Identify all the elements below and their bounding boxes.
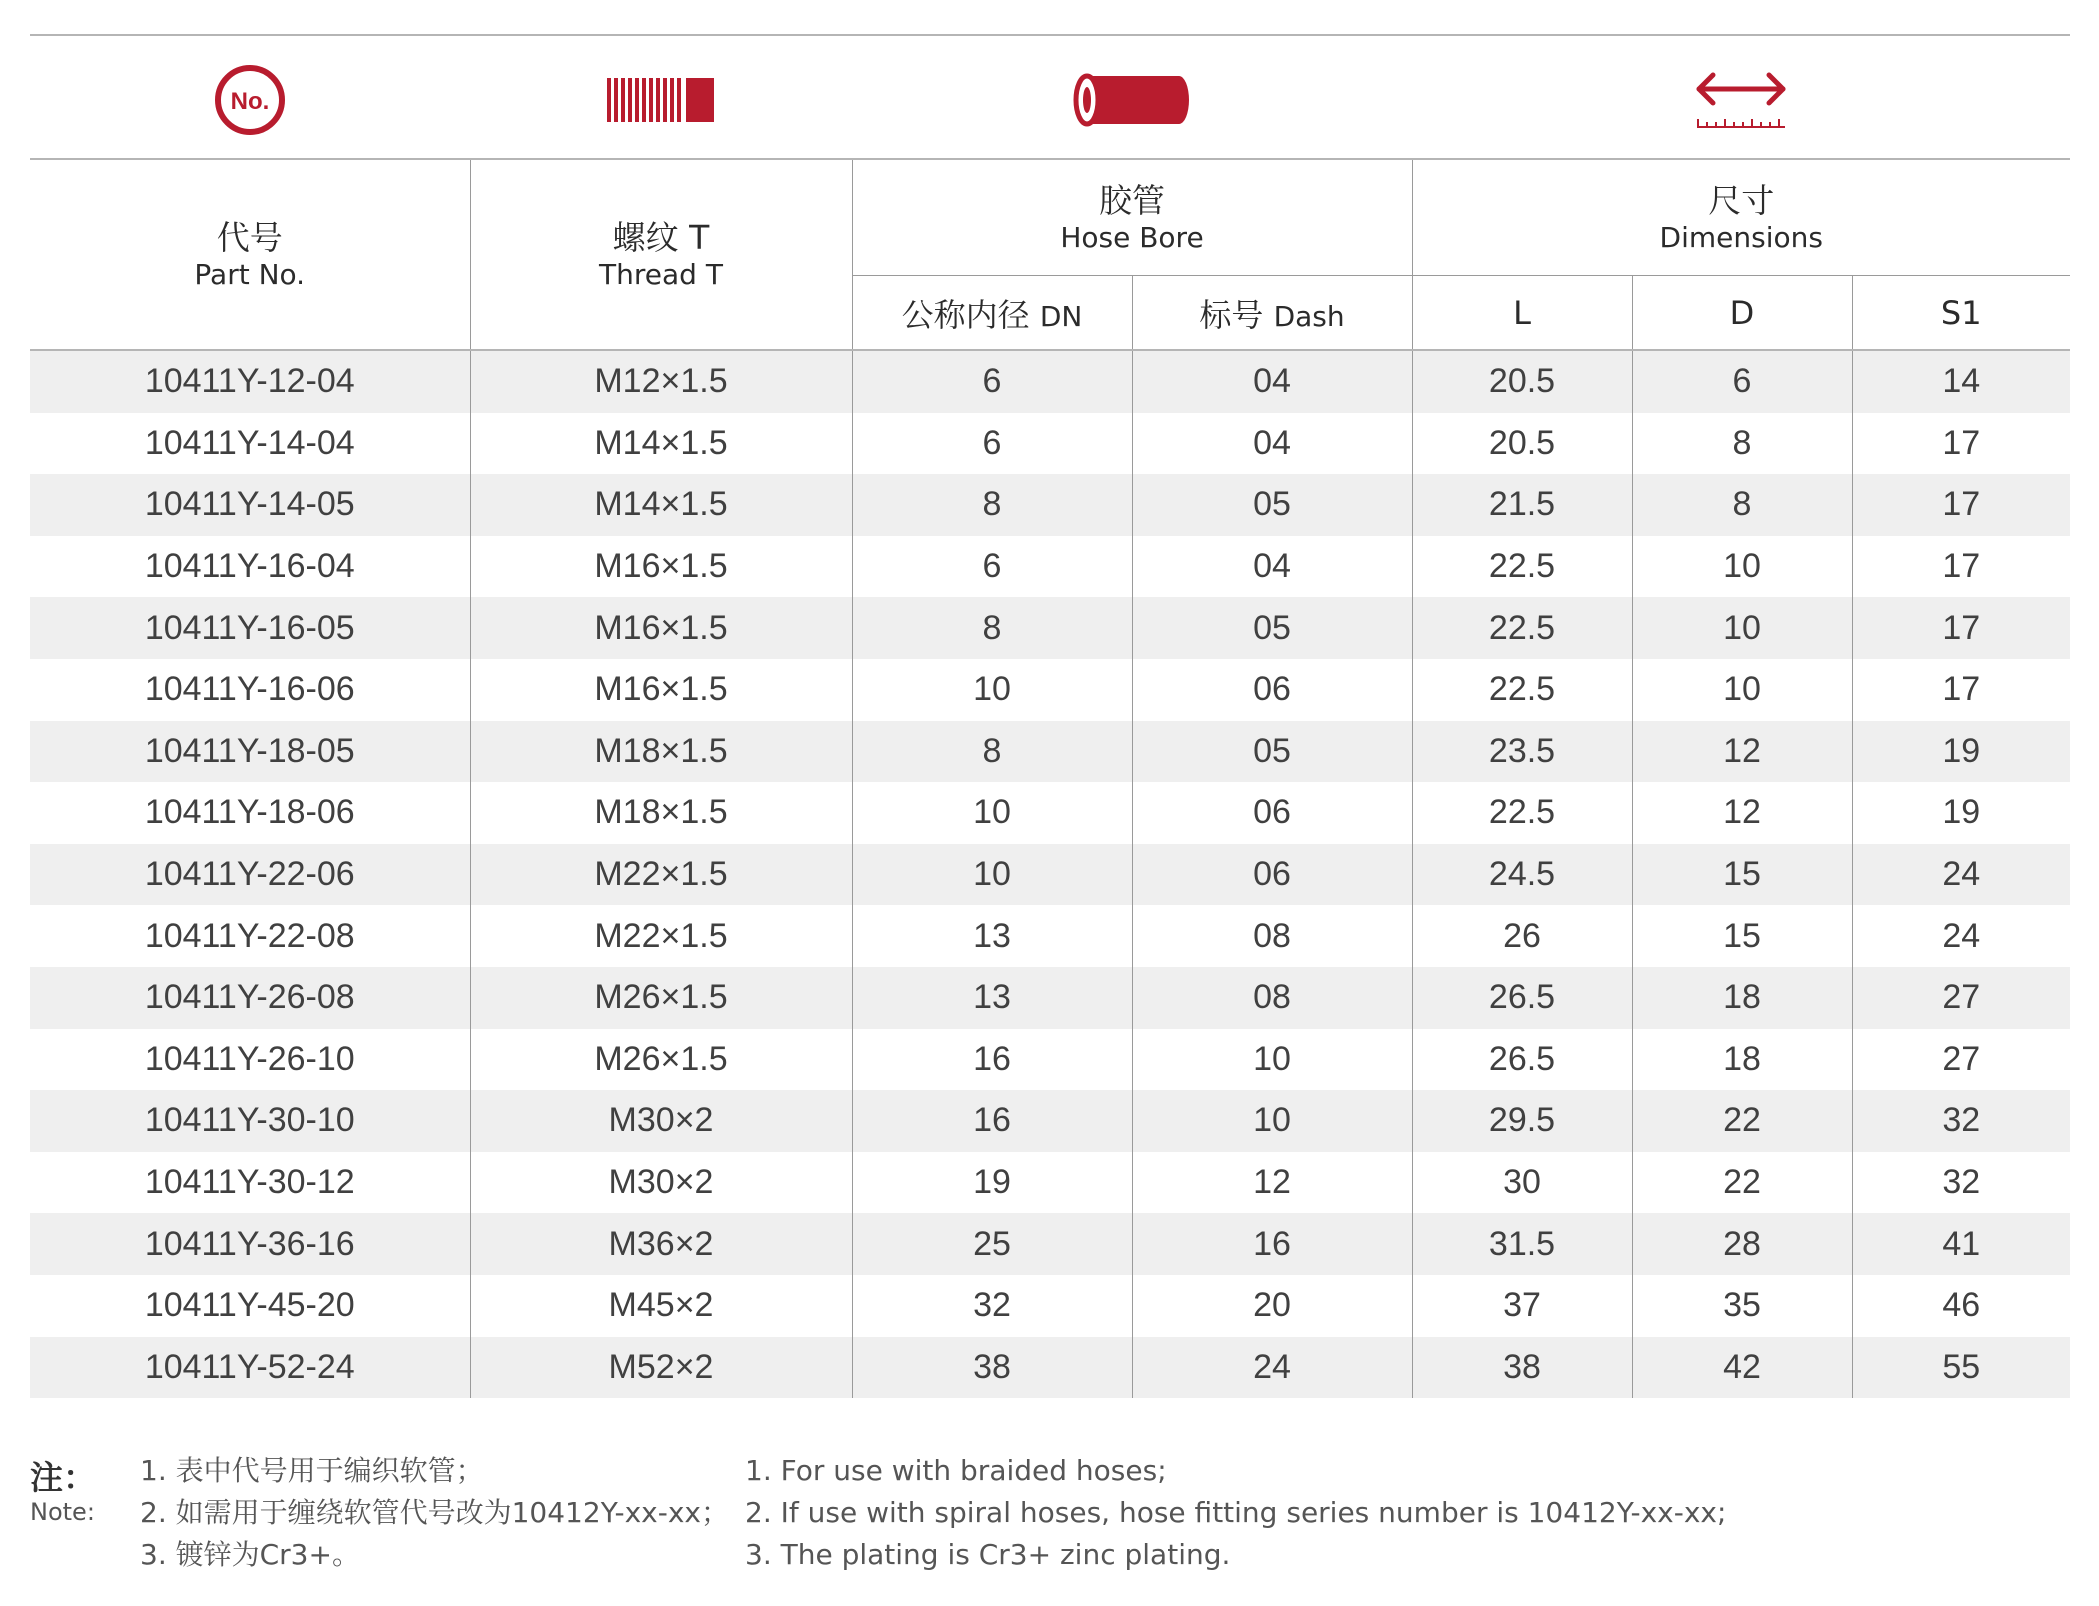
top-rule xyxy=(30,34,2070,36)
cell-S1: 17 xyxy=(1852,413,2070,475)
cell-S1: 24 xyxy=(1852,905,2070,967)
cell-S1: 41 xyxy=(1852,1213,2070,1275)
cell-dash: 16 xyxy=(1132,1213,1412,1275)
cell-dn: 13 xyxy=(852,905,1132,967)
cell-L: 21.5 xyxy=(1412,474,1632,536)
cell-dn: 38 xyxy=(852,1337,1132,1399)
cell-D: 12 xyxy=(1632,721,1852,783)
cell-dash: 10 xyxy=(1132,1029,1412,1091)
note-zh-3: 3. 镀锌为Cr3+。 xyxy=(140,1538,360,1571)
table-row xyxy=(30,721,2070,783)
cell-L: 38 xyxy=(1412,1337,1632,1399)
table-row xyxy=(30,659,2070,721)
table-row xyxy=(30,1090,2070,1152)
cell-L: 31.5 xyxy=(1412,1213,1632,1275)
cell-thread: M30×2 xyxy=(470,1152,852,1214)
table-row xyxy=(30,474,2070,536)
cell-part-no: 10411Y-18-05 xyxy=(30,721,470,783)
note-en-1: 1. For use with braided hoses; xyxy=(745,1454,1167,1487)
table-row xyxy=(30,1213,2070,1275)
cell-D: 42 xyxy=(1632,1337,1852,1399)
cell-D: 15 xyxy=(1632,905,1852,967)
no-icon-text: No. xyxy=(230,88,270,115)
spec-table xyxy=(30,158,2070,1398)
cell-part-no: 10411Y-30-12 xyxy=(144,1163,355,1202)
cell-D: 35 xyxy=(1632,1275,1852,1337)
cell-D: 22 xyxy=(1632,1090,1852,1152)
cell-D: 15 xyxy=(1632,844,1852,906)
cell-L: 30 xyxy=(1412,1152,1632,1214)
cell-dash: 08 xyxy=(1132,967,1412,1029)
cell-part-no: 10411Y-14-04 xyxy=(144,423,355,462)
cell-S1: 17 xyxy=(1852,474,2070,536)
cell-S1: 17 xyxy=(1852,659,2070,721)
cell-dn: 16 xyxy=(852,1029,1132,1091)
cell-dash: 24 xyxy=(1132,1337,1412,1399)
cell-dn: 6 xyxy=(852,413,1132,475)
number-badge-icon xyxy=(213,63,287,137)
header-part-no xyxy=(30,159,470,350)
cell-L: 22.5 xyxy=(1412,536,1632,598)
cell-thread: M26×1.5 xyxy=(470,1029,852,1091)
cell-S1: 32 xyxy=(1852,1090,2070,1152)
cell-thread: M22×1.5 xyxy=(470,844,852,906)
cell-dn: 10 xyxy=(852,844,1132,906)
cell-dn: 10 xyxy=(852,659,1132,721)
cell-S1: 55 xyxy=(1852,1337,2070,1399)
cell-D: 6 xyxy=(1632,350,1852,413)
cell-thread: M18×1.5 xyxy=(470,782,852,844)
header-dn-en: DN xyxy=(1039,299,1083,333)
note-zh-2: 2. 如需用于缠绕软管代号改为10412Y-xx-xx； xyxy=(140,1496,729,1529)
cell-L: 24.5 xyxy=(1412,844,1632,906)
cell-D: 8 xyxy=(1632,474,1852,536)
header-part-no-en: Part No. xyxy=(194,257,306,291)
cell-thread: M12×1.5 xyxy=(470,350,852,413)
cell-dn: 13 xyxy=(852,967,1132,1029)
cell-dash: 06 xyxy=(1132,659,1412,721)
cell-D: 8 xyxy=(1632,413,1852,475)
cell-S1: 32 xyxy=(1852,1152,2070,1214)
cell-dash: 04 xyxy=(1132,536,1412,598)
thread-icon-cell xyxy=(470,55,852,145)
cell-L: 20.5 xyxy=(1412,413,1632,475)
cell-dash: 05 xyxy=(1132,597,1412,659)
cell-part-no: 10411Y-26-08 xyxy=(30,967,470,1029)
cell-thread: M18×1.5 xyxy=(470,721,852,783)
cell-thread: M22×1.5 xyxy=(470,905,852,967)
cell-part-no: 10411Y-22-06 xyxy=(30,844,470,906)
cell-dash: 04 xyxy=(1132,413,1412,475)
cell-part-no: 10411Y-18-06 xyxy=(144,793,355,832)
cell-dn: 32 xyxy=(852,1275,1132,1337)
thread-icon xyxy=(605,74,717,126)
cell-dn: 8 xyxy=(852,721,1132,783)
cell-thread: M16×1.5 xyxy=(470,536,852,598)
cell-thread: M14×1.5 xyxy=(470,413,852,475)
hose-icon xyxy=(1073,72,1191,128)
cell-dash: 05 xyxy=(1132,721,1412,783)
notes-en xyxy=(745,1450,1726,1576)
cell-L: 22.5 xyxy=(1412,659,1632,721)
header-part-no-zh: 代号 xyxy=(216,217,283,257)
header-L: L xyxy=(1412,276,1632,351)
notes-label-en: Note: xyxy=(30,1498,95,1526)
cell-thread: M36×2 xyxy=(470,1213,852,1275)
cell-D: 22 xyxy=(1632,1152,1852,1214)
cell-dash: 06 xyxy=(1132,782,1412,844)
table-row xyxy=(30,1029,2070,1091)
cell-thread: M45×2 xyxy=(470,1275,852,1337)
header-dimensions-zh: 尺寸 xyxy=(1708,180,1775,220)
table-row xyxy=(30,350,2070,413)
header-hose-bore-zh: 胶管 xyxy=(1099,180,1165,220)
cell-L: 22.5 xyxy=(1412,782,1632,844)
header-dn-zh: 公称内径 xyxy=(901,295,1030,334)
header-D: D xyxy=(1632,276,1852,351)
header-hose-bore-en: Hose Bore xyxy=(1060,220,1204,254)
cell-D: 12 xyxy=(1632,782,1852,844)
dimensions-icon-cell xyxy=(1412,55,2070,145)
cell-dash: 06 xyxy=(1132,844,1412,906)
cell-S1: 19 xyxy=(1852,782,2070,844)
note-en-3: 3. The plating is Cr3+ zinc plating. xyxy=(745,1538,1231,1571)
cell-D: 10 xyxy=(1632,659,1852,721)
header-hose-bore xyxy=(852,159,1412,276)
notes xyxy=(30,1450,2070,1590)
cell-dn: 6 xyxy=(852,350,1132,413)
cell-part-no: 10411Y-16-04 xyxy=(144,547,355,586)
cell-D: 10 xyxy=(1632,597,1852,659)
cell-S1: 17 xyxy=(1852,536,2070,598)
cell-part-no: 10411Y-14-05 xyxy=(30,474,470,536)
cell-thread: M26×1.5 xyxy=(470,967,852,1029)
cell-D: 18 xyxy=(1632,1029,1852,1091)
cell-dash: 08 xyxy=(1132,905,1412,967)
header-dimensions xyxy=(1412,159,2070,276)
cell-S1: 17 xyxy=(1852,597,2070,659)
notes-zh xyxy=(140,1450,729,1576)
header-thread-en: Thread T xyxy=(599,257,723,291)
header-dash xyxy=(1132,276,1412,351)
cell-L: 26.5 xyxy=(1412,967,1632,1029)
cell-thread: M30×2 xyxy=(470,1090,852,1152)
note-en-2: 2. If use with spiral hoses, hose fitting series number is 10412Y-xx-xx; xyxy=(745,1496,1727,1529)
cell-part-no: 10411Y-30-10 xyxy=(30,1090,470,1152)
header-dash-zh: 标号 xyxy=(1199,295,1264,334)
table-body xyxy=(30,350,2070,1398)
cell-dash: 10 xyxy=(1132,1090,1412,1152)
table-row xyxy=(30,1337,2070,1399)
cell-thread: M14×1.5 xyxy=(470,474,852,536)
cell-S1: 24 xyxy=(1852,844,2070,906)
cell-part-no: 10411Y-26-10 xyxy=(144,1039,355,1078)
part-number-icon-cell xyxy=(30,55,470,145)
cell-part-no: 10411Y-12-04 xyxy=(30,350,470,413)
header-thread-zh: 螺纹 T xyxy=(612,217,710,257)
header-dimensions-en: Dimensions xyxy=(1659,220,1823,254)
cell-dash: 05 xyxy=(1132,474,1412,536)
cell-L: 20.5 xyxy=(1412,350,1632,413)
cell-dash: 20 xyxy=(1132,1275,1412,1337)
cell-L: 23.5 xyxy=(1412,721,1632,783)
table-row xyxy=(30,536,2070,598)
cell-thread: M16×1.5 xyxy=(470,659,852,721)
cell-thread: M16×1.5 xyxy=(470,597,852,659)
cell-part-no: 10411Y-16-06 xyxy=(144,670,355,709)
cell-part-no: 10411Y-52-24 xyxy=(30,1337,470,1399)
cell-part-no: 10411Y-16-05 xyxy=(30,597,470,659)
note-zh-1: 1. 表中代号用于编织软管； xyxy=(140,1454,484,1487)
cell-L: 29.5 xyxy=(1412,1090,1632,1152)
cell-S1: 46 xyxy=(1852,1275,2070,1337)
cell-thread: M52×2 xyxy=(470,1337,852,1399)
cell-part-no: 10411Y-36-16 xyxy=(30,1213,470,1275)
cell-L: 37 xyxy=(1412,1275,1632,1337)
table-row xyxy=(30,782,2070,844)
table-row xyxy=(30,597,2070,659)
table-row xyxy=(30,1275,2070,1337)
cell-L: 26.5 xyxy=(1412,1029,1632,1091)
notes-label-zh: 注： xyxy=(30,1458,96,1497)
cell-D: 10 xyxy=(1632,536,1852,598)
cell-dash: 04 xyxy=(1132,350,1412,413)
cell-dn: 25 xyxy=(852,1213,1132,1275)
header-S1: S1 xyxy=(1852,276,2070,351)
cell-D: 18 xyxy=(1632,967,1852,1029)
cell-L: 26 xyxy=(1412,905,1632,967)
cell-L: 22.5 xyxy=(1412,597,1632,659)
cell-dash: 12 xyxy=(1132,1152,1412,1214)
cell-S1: 14 xyxy=(1852,350,2070,413)
table-row xyxy=(30,844,2070,906)
table-header xyxy=(30,159,2070,350)
hose-icon-cell xyxy=(852,55,1412,145)
cell-dn: 6 xyxy=(852,536,1132,598)
cell-S1: 27 xyxy=(1852,1029,2070,1091)
table-row xyxy=(30,905,2070,967)
cell-dn: 8 xyxy=(852,474,1132,536)
header-thread xyxy=(470,159,852,350)
table-row xyxy=(30,1152,2070,1214)
cell-part-no: 10411Y-45-20 xyxy=(144,1286,355,1325)
dimension-arrow-icon xyxy=(1693,67,1789,133)
table-row xyxy=(30,967,2070,1029)
cell-D: 28 xyxy=(1632,1213,1852,1275)
cell-dn: 16 xyxy=(852,1090,1132,1152)
table-row xyxy=(30,413,2070,475)
cell-S1: 27 xyxy=(1852,967,2070,1029)
cell-part-no: 10411Y-22-08 xyxy=(144,916,355,955)
cell-dn: 19 xyxy=(852,1152,1132,1214)
cell-dn: 8 xyxy=(852,597,1132,659)
cell-S1: 19 xyxy=(1852,721,2070,783)
cell-dn: 10 xyxy=(852,782,1132,844)
header-dn xyxy=(852,276,1132,351)
header-dash-en: Dash xyxy=(1273,299,1345,333)
